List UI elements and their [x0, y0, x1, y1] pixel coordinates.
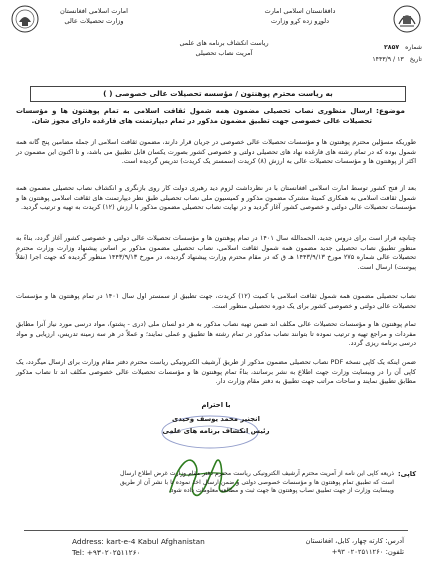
copy-label: کاپی:	[398, 470, 417, 478]
letter-date	[330, 56, 422, 63]
body-paragraph: بعد از فتح کشور توسط امارت اسلامی افغانستان با در نظرداشت لزوم دید رهبری دولت کار روی بازنگری و انکشاف نصاب تحصیلی مضمون همه شمول ثقافت اسلامی به همکاری کمیتهٔ مشترک مضمون مذکور و کمیسیون ملی نصاب تحصیلی طبق نظر دیپارتمنت های ثقافت اسلامی پوهنتون ها و مؤسسات تحصیلات عالی دولتی و خصوصی کشور آغاز گردید و در نهایت نصاب تحصیلی مضمون مذکور با ارزش (۱۲) کریدت به تهیه و ترتیب گردید.	[16, 184, 416, 212]
department-header	[174, 38, 274, 58]
department-line2: آمریت نصاب تحصیلی	[195, 49, 253, 57]
footer-divider	[24, 530, 408, 531]
body-paragraph: نصاب تحصیلی مضمون همه شمول ثقافت اسلامی با کمیت (۱۲) کریدت، جهت تطبیق از سمستر اول سال ۱۴۰۱ در تمام پوهنتون ها و مؤسسات تحصیلات عالی دولتی و خصوصی کشور برای یک دوره تحصیلی منظور است.	[16, 292, 416, 310]
closing-regards: با احترام	[201, 401, 231, 409]
header-left	[44, 6, 144, 26]
ministry-emblem-left	[10, 4, 40, 34]
date-label: تاریخ	[409, 56, 422, 63]
body-paragraph: طوریکه مسؤلین محترم پوهنتون ها و مؤسسات تحصیلات عالی خصوصی در جریان قرار دارند، مضمون ثقافت اسلامی از جمله مضامین پنج گانه همه شمول بوده که در تمام رشته های فارغده نهاد های تحصیلی دولتی و خصوصی کشور بصورت یکسان قابل تطبیق می باشد، و تا اکنون این مضمون در اکثر از پوهنتون ها و مؤسسات تحصیلات عالی به ارزش (۸) کریدت (سمستر یک کریدت) تدریس گردیده است.	[16, 138, 416, 166]
footer-farsi	[214, 536, 404, 558]
number-value: ۲۸۵۷	[384, 44, 400, 51]
footer-english	[72, 536, 205, 558]
signatory-name: انجنیر محمد یوسف وحیدی	[172, 415, 260, 423]
number-label: شماره	[405, 44, 422, 51]
letter-number	[330, 44, 422, 51]
header-right-line1: دافغانستان اسلامی امارت	[264, 7, 336, 15]
body-paragraph: چنانچه قرار است برای دروس جدید، الحمدالله سال ۱۴۰۱ در تمام پوهنتون ها و مؤسسات تحصیلات عالی دولتی و خصوصی کشور آغاز گردد، بناءً به منظور تطبیق نصاب تحصیلی جدید مضمون همه شمول ثقافت اسلامی، نصاب تحصیلی مضمون مذکور بر اساس پیشنهاد وزارت وزارت محترم تحصیلات عالی شماره ۲۷۵ مورخ ۱۴۴۳/۹/۱۳ هـ ق که در مقام محترم وزارت پیشنهاد گردیده، در مورخ ۱۴۴۳/۹/۱۳ منظور گردیده که جهت اجرا (نقلاً پیوست) ارسال است.	[16, 234, 417, 271]
subject-text: ارسال منظوری نصاب تحصیلی مضمون همه شمول ثقافت اسلامی به تمام پوهنتون ها و مؤسسات تحصیلات عالی خصوصی جهت تطبیق مضمون مذکور در تمام دیپارتمنت های فارغده دارای مجوز شان.	[16, 107, 372, 125]
body-paragraph: ضمن اینکه یک کاپی نسخه PDF نصاب تحصیلی مضمون مذکور از طریق آرشیف الکترونیکی ریاست محترم دفتر مقام وزارت برای ارسال میگردد، یک کاپی آن را در ویبسایت وزارت جهت اطلاع به نشر برسانند، بناءً تمام پوهنتون ها و مؤسسات تحصیلات عالی خصوصی مکلف اند تا نصاب مذکور مطابق تطبیق نمایند و ساحات مراتب جهت تطبیق به دفتر مقام وزارت دار.	[16, 358, 416, 386]
header-right-line2: دلوړو زده کړو وزارت	[270, 17, 330, 25]
copy-text: ذریعه کاپی این نامه از آمریت محترم آرشیف الکترونیکی ریاست محترم دفتر مقام وزارت غرض اطلاع ارسال است که تطبیق تمام پوهنتون ها و مؤسسات خصوصی دولتی و ضمن ارسال اخذ نموده تا با نشر آن از طریق ویبسایت وزارت از جهت تطبیق نصاب پوهنتون ها جهت ثبت و مطالعه معلومات داده شود.	[120, 470, 394, 495]
header-right	[238, 6, 362, 26]
header-left-line2: وزارت تحصیلات عالی	[64, 17, 124, 25]
body-paragraph: تمام پوهنتون ها و مؤسسات تحصیلات عالی مکلف اند ضمن تهیه نصاب مذکور به هر دو لسان ملی (دری - پشتو)، مواد درسی مورد نیاز آنرا مطابق مفردات و مراجع تهیه و ترتیب نموده تا بتوانند نصاب مذکور در تمام رشته ها تطبیق و عملی نمایند؛ و عملاً در هر سه زمینه تدریس، ارزیابی و مواد درسی برنامه ریزی گردد.	[16, 320, 416, 348]
header-left-line1: امارت اسلامی افغانستان	[59, 7, 128, 15]
footer-address-fa: آدرس: کارته چهار، کابل، افغانستان	[305, 537, 404, 545]
date-value: ۱۳ / ۱۴۴۳/۹	[372, 56, 404, 63]
subject-label: موضوع:	[376, 106, 405, 115]
department-line1: ریاست انکشاف برنامه های علمی	[179, 39, 269, 47]
emirate-emblem-right	[392, 4, 422, 34]
footer-phone-en: Tel: +۹۳۰۲۰۲۵۱۱۲۶۰	[72, 548, 141, 557]
addressee-box: به ریاست محترم پوهنتون / مؤسسه تحصیلات عالی خصوصی ( )	[30, 86, 406, 102]
footer-address-en: Address: kart-e-4 Kabul Afghanistan	[72, 537, 205, 546]
footer-phone-fa: تلفون: ۰۲۰۲۵۱۱۲۶۰ ۹۳+	[331, 548, 404, 556]
signatory-title: رئیس انکشاف برنامه های علمی	[162, 427, 270, 435]
